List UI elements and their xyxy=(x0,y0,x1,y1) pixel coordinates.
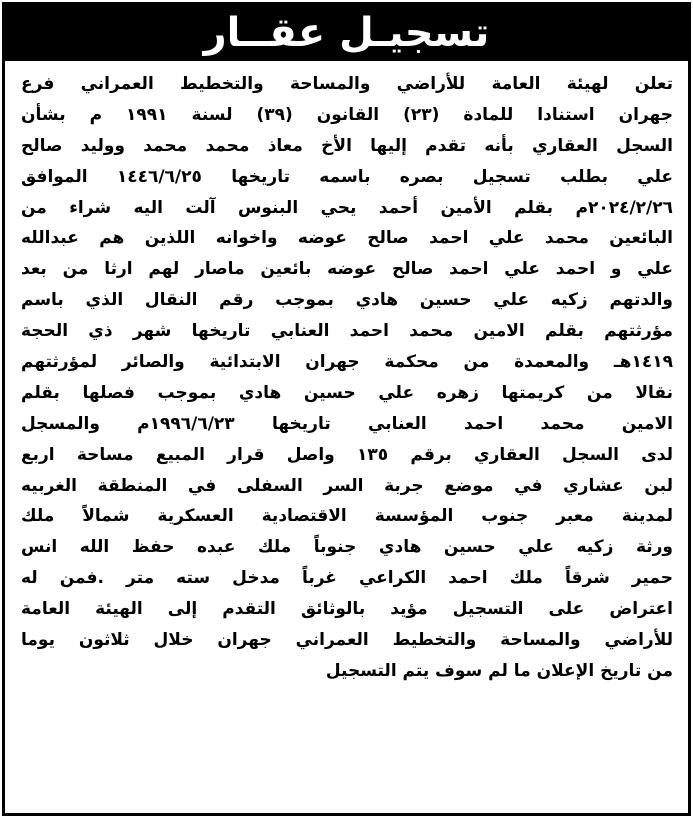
body-line: للأراضي والمساحة والتخطيط العمراني جهران خلال ثلاثون يوما xyxy=(21,630,673,651)
body-line: مؤرثتهم بقلم الامين محمد احمد العنابي تاريخها شهر ذي الحجة xyxy=(21,321,673,342)
body-line: ١٤١٩هـ والمعمدة من محكمة جهران الابتدائية والصائر لمؤرثتهم xyxy=(21,352,673,373)
body-line: ٢٠٢٤/٢/٢٦م بقلم الأمين أحمد يحي البنوس آلت اليه شراء من xyxy=(21,197,673,218)
body-line: جهران استنادا للمادة (٢٣) القانون (٣٩) لسنة ١٩٩١ م بشأن xyxy=(21,104,673,125)
body-line: اعتراض على التسجيل مؤيد بالوثائق التقدم إلى الهيئة العامة xyxy=(21,599,673,620)
body-line: من تاريخ الإعلان ما لم سوف يتم التسجيل xyxy=(325,660,673,681)
notice-box xyxy=(2,2,691,816)
body-line: والدتهم زكيه علي حسين هادي بموجب رقم النقال الذي باسم xyxy=(21,290,673,311)
body-line: السجل العقاري بأنه تقدم إليها الأخ معاذ محمد محمد ووليد صالح xyxy=(21,135,673,156)
body-line: لدى السجل العقاري برقم ١٣٥ واصل قرار المبيع مساحة اربع xyxy=(21,444,673,465)
body-line: علي بطلب تسجيل بصره باسمه تاريخها ١٤٤٦/٦/٢٥ الموافق xyxy=(21,166,673,187)
body-line: ورثة زكيه علي حسين هادي جنوباً ملك عبده حفظ الله انس xyxy=(21,537,673,558)
body-line: نقالا من كريمتها زهره علي حسين هادي بموجب فصلها بقلم xyxy=(21,382,673,403)
body-line: البائعين محمد علي احمد صالح عوضه واخوانه اللذين هم عبدالله xyxy=(21,228,673,249)
body-line: تعلن لهيئة العامة للأراضي والمساحة والتخطيط العمراني فرع xyxy=(21,74,673,94)
notice-body xyxy=(21,69,673,687)
body-line: الامين محمد احمد العنابي تاريخها ١٩٩٦/٦/٢٣م والمسجل xyxy=(21,413,673,434)
body-line: لمدينة معبر جنوب المؤسسة الاقتصادية العسكرية شمالاً ملك xyxy=(21,506,673,527)
title-bar xyxy=(5,5,688,61)
notice-title: تسجيـل عقــار xyxy=(203,10,490,56)
body-line: لبن عشاري في موضع جربة السر السفلى في المنطقة الغربيه xyxy=(21,475,673,496)
body-line: علي و احمد علي احمد صالح عوضه بائعين ماصار لهم ارثا من بعد xyxy=(21,259,673,280)
body-line: حمير شرقاً ملك احمد الكراعي غرباً مدخل سته متر .فمن له xyxy=(21,568,673,589)
